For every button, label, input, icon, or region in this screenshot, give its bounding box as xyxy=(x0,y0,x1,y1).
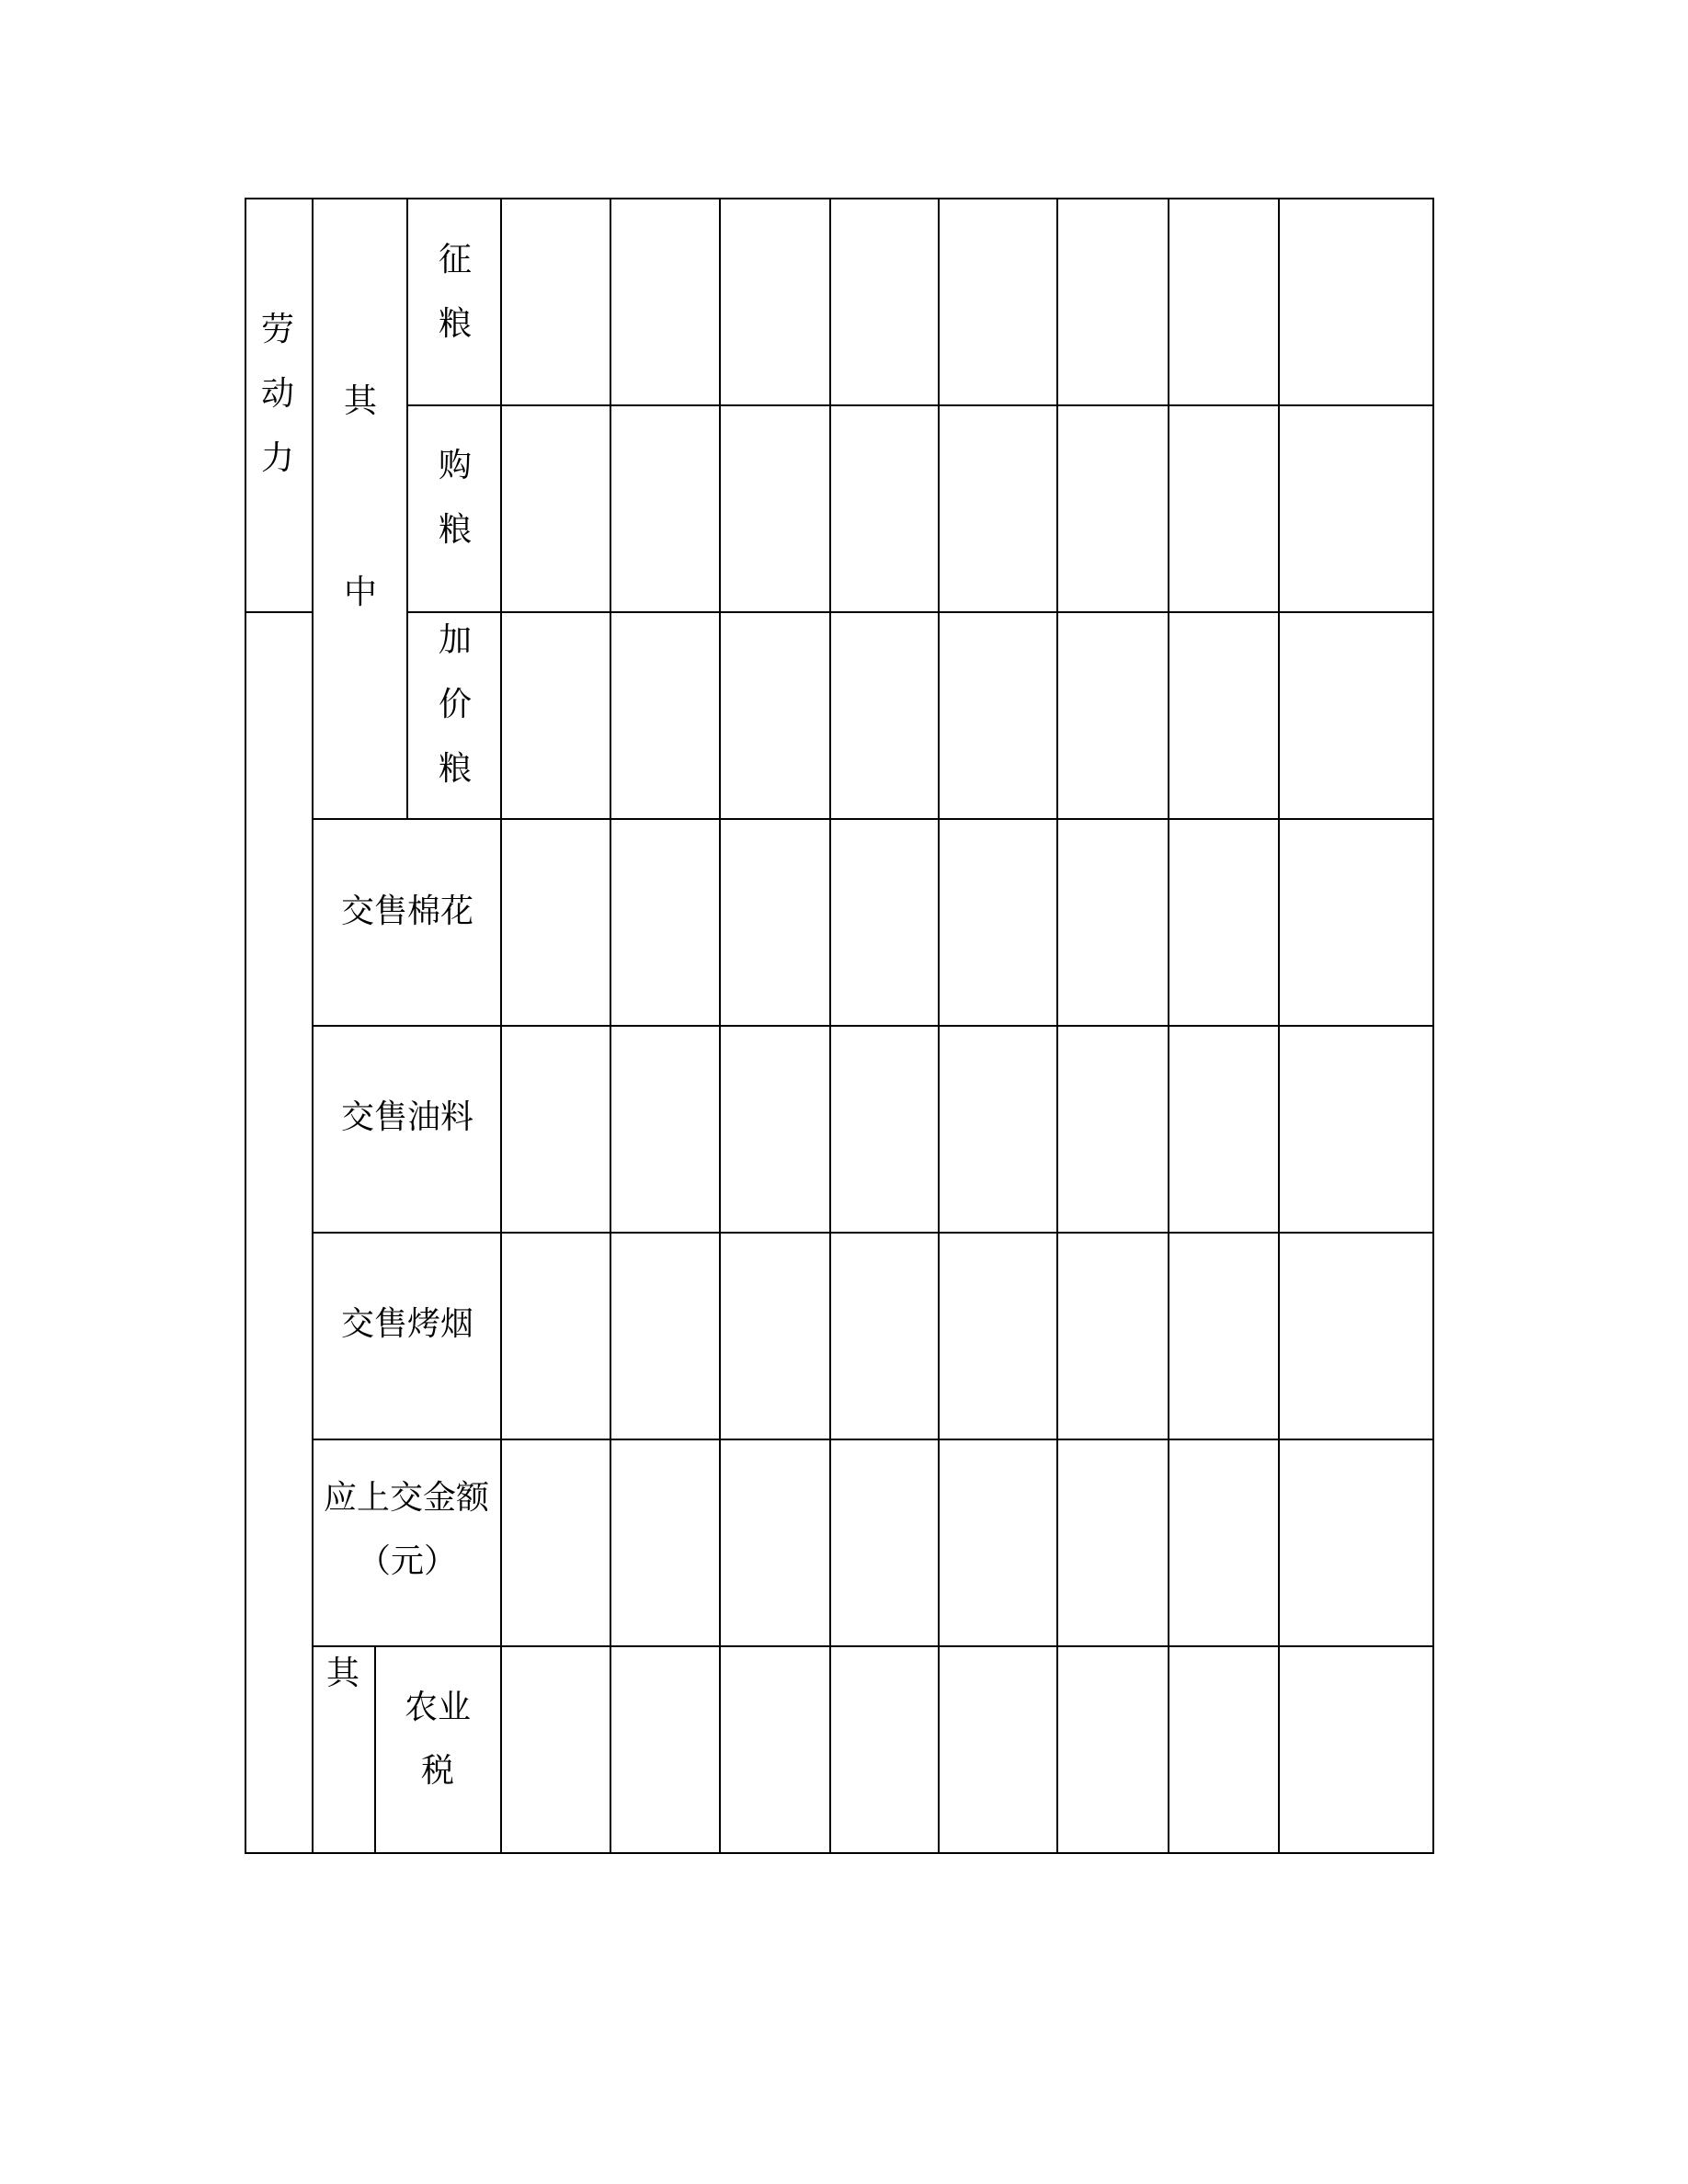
zhengliang-char: 粮 xyxy=(439,305,473,343)
labor-char: 劳 xyxy=(261,311,295,348)
gouliang-char: 粮 xyxy=(439,511,473,549)
row-divider xyxy=(312,1645,1434,1647)
amount-due-label: 应上交金额 xyxy=(324,1479,490,1517)
table-border-left xyxy=(245,198,246,1854)
agri-tax-label-line1: 农业 xyxy=(405,1689,472,1726)
oil-sales-label: 交售油料 xyxy=(341,1098,474,1136)
column-divider xyxy=(500,198,502,1854)
labor-char: 力 xyxy=(261,439,295,477)
column-divider xyxy=(312,198,314,1854)
row-divider xyxy=(312,1232,1434,1234)
qi-bottom-label: 其 xyxy=(326,1655,360,1692)
jiajialiang-char: 加 xyxy=(439,621,473,659)
row-divider xyxy=(406,404,1434,406)
column-divider xyxy=(1056,198,1058,1854)
column-divider xyxy=(610,198,611,1854)
row-divider xyxy=(312,1025,1434,1027)
agri-tax-label-line2: 税 xyxy=(421,1752,455,1790)
table-border-right xyxy=(1432,198,1434,1854)
gouliang-label xyxy=(439,449,472,547)
table-border-bottom xyxy=(245,1852,1434,1854)
gouliang-char: 购 xyxy=(439,447,473,484)
column-divider xyxy=(938,198,940,1854)
jiajialiang-char: 价 xyxy=(439,686,473,723)
qizhong-char-zhong: 中 xyxy=(344,574,378,611)
cotton-sales-label: 交售棉花 xyxy=(341,893,474,930)
amount-unit-label: （元） xyxy=(358,1542,458,1580)
table-border-top xyxy=(245,198,1434,199)
tobacco-sales-label: 交售烤烟 xyxy=(341,1305,474,1343)
labor-force-label xyxy=(261,313,294,475)
qizhong-char-qi: 其 xyxy=(344,382,378,420)
row-divider xyxy=(312,818,1434,820)
column-divider xyxy=(374,1645,376,1854)
column-divider xyxy=(406,198,408,820)
row-divider xyxy=(245,611,313,613)
jiajialiang-char: 粮 xyxy=(439,750,473,788)
jiajialiang-label xyxy=(439,621,473,788)
zhengliang-label xyxy=(439,241,473,343)
column-divider xyxy=(829,198,831,1854)
zhengliang-char: 征 xyxy=(439,241,473,279)
column-divider xyxy=(1278,198,1280,1854)
row-divider xyxy=(406,611,1434,613)
row-divider xyxy=(312,1439,1434,1440)
column-divider xyxy=(719,198,721,1854)
column-divider xyxy=(1168,198,1169,1854)
labor-char: 动 xyxy=(261,375,295,413)
